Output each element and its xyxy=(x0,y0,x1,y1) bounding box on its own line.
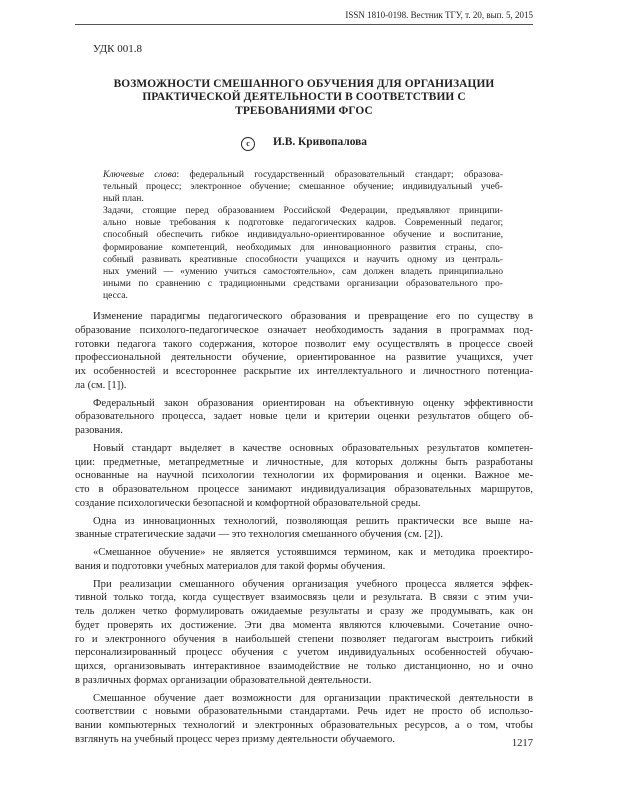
abstract-line: иными по сравнению с традиционными средствами организации образовательного про- xyxy=(103,277,503,289)
text-line: При реализации смешанного обучения организация учебного процесса является эффек- xyxy=(93,578,533,590)
keywords-line: тельный процесс; электронное обучение; смешанное обучение; индивидуальный учеб- xyxy=(103,181,503,193)
text-line: Одна из инновационных технологий, позволяющая решить практически все выше на- xyxy=(93,515,533,527)
title-line: ТРЕБОВАНИЯМИ ФГОС xyxy=(235,104,373,117)
abstract-summary xyxy=(103,205,503,302)
text-line: вании компьютерных технологий и электронных образовательных ресурсов, а о том, чтобы xyxy=(75,720,533,731)
paragraph xyxy=(75,310,533,393)
text-line: Новый стандарт выделяет в качестве основных образовательных результатов компетен- xyxy=(93,442,533,454)
title-line: ВОЗМОЖНОСТИ СМЕШАННОГО ОБУЧЕНИЯ ДЛЯ ОРГАНИЗАЦИИ xyxy=(113,78,495,90)
abstract-line: ально новые требования к подготовке педагогических кадров. Современный педагог, xyxy=(103,217,503,229)
abstract xyxy=(103,169,503,302)
text-line: профессиональной деятельности обучение, ориентированное на развитие учащихся, учет xyxy=(75,352,533,364)
paragraph xyxy=(75,515,533,543)
text-line: сто в образовательном процессе занимают индивидуализация образовательных маршрутов, xyxy=(75,484,533,495)
text-line: готовки педагога такого содержания, которое позволит ему осуществлять в процессе своей xyxy=(75,338,533,350)
text-line: создание психологически безопасной и комфортной образовательной среды. xyxy=(75,497,421,509)
page-number: 1217 xyxy=(511,738,533,749)
text-line: Смешанное обучение дает возможности для организации практической деятельности в xyxy=(93,692,533,704)
running-head: ISSN 1810-0198. Вестник ТГУ, т. 20, вып. 5, 2015 xyxy=(75,10,533,25)
abstract-line: формирование компетенций, необходимых для инновационного развития страны, спо- xyxy=(103,241,503,253)
abstract-line: Задачи, стоящие перед образованием Российской Федерации, предъявляют принципи- xyxy=(103,205,503,217)
paragraph xyxy=(75,546,533,574)
text-line: тель должен четко формулировать ожидаемые результаты и сразу же продумывать, как он xyxy=(75,606,533,617)
paragraph xyxy=(75,692,533,747)
text-line: вания и подготовки учебных материалов для такой формы обучения. xyxy=(75,560,386,572)
text-line: разования. xyxy=(75,425,123,436)
abstract-line: собный развивать креативные способности учащихся и научить одному из централь- xyxy=(103,253,503,265)
abstract-line: способный обеспечить гибкое индивидуально-ориентированное обучение и воспитание, xyxy=(103,229,503,241)
author-line xyxy=(75,135,533,151)
text-line: Изменение парадигмы педагогического образования и превращение его по существу в xyxy=(93,311,533,322)
text-line: ции: предметные, метапредметные и личностные, для которых должны быть разработаны xyxy=(75,456,533,468)
keywords-line: Ключевые слова: федеральный государственный образовательный стандарт; образова- xyxy=(103,169,503,180)
keywords-label: Ключевые слова xyxy=(103,169,177,180)
paragraph xyxy=(75,397,533,438)
text-line: соответствии с новыми образовательными стандартами. Речь идет не просто об использо- xyxy=(75,706,533,718)
text-line: ла (см. [1]). xyxy=(75,379,127,391)
article-title xyxy=(75,78,533,118)
text-line: образование психолого-педагогическое означает необходимость задания в программах под- xyxy=(75,324,533,336)
abstract-line: цесса. xyxy=(103,289,128,301)
text-line: персонализированный процесс обучения с учетом индивидуальных особенностей обучаю- xyxy=(75,647,533,659)
text-line: тивной только тогда, когда существует взаимосвязь цели и результата. В связи с этим учи- xyxy=(75,592,533,604)
text-line: «Смешанное обучение» не является устоявшимся термином, как и методика проектиро- xyxy=(93,547,533,558)
text-line: образовательного процесса, задает новые цели и критерии оценки результатов общего об- xyxy=(75,411,533,423)
text-line: Федеральный закон образования ориентирован на объективную оценку эффективности xyxy=(93,397,533,409)
text-line: взглянуть на учебный процесс через призму деятельности обучаемого. xyxy=(75,733,395,745)
text-line: будет проверять их достижение. Эти два момента являются ключевыми. Сочетание очно- xyxy=(75,619,533,631)
udc-code: УДК 001.8 xyxy=(93,43,143,55)
text-line: го и электронного обучения в наибольшей степени позволяет педагогам выстроить гибкий xyxy=(75,633,533,645)
text-line: званные стратегические задачи — это технология смешанного обучения (см. [2]). xyxy=(75,529,443,541)
copyright-icon: c xyxy=(241,137,255,151)
paragraph xyxy=(75,578,533,688)
article-body xyxy=(75,310,533,747)
abstract-line: ных умений — «умению учиться самостоятельно», сам должен владеть принципиально xyxy=(103,265,503,277)
keywords-line: ный план. xyxy=(103,193,144,205)
text-line: щихся, организовывать интерактивное взаимодействие не только дистанционно, но и очно xyxy=(75,661,533,672)
text-line: в различных формах организации образовательной деятельности. xyxy=(75,674,372,686)
text-line: их особенностей и всестороннее раскрытие их интеллектуального и личностного потенциа- xyxy=(75,366,533,377)
paragraph xyxy=(75,442,533,511)
author-name: И.В. Кривопалова xyxy=(273,136,367,148)
text-line: основанные на научной психологии технологии их формирования и оценки. Важное ме- xyxy=(75,470,533,482)
title-line: ПРАКТИЧЕСКОЙ ДЕЯТЕЛЬНОСТИ В СООТВЕТСТВИИ С xyxy=(142,91,466,104)
